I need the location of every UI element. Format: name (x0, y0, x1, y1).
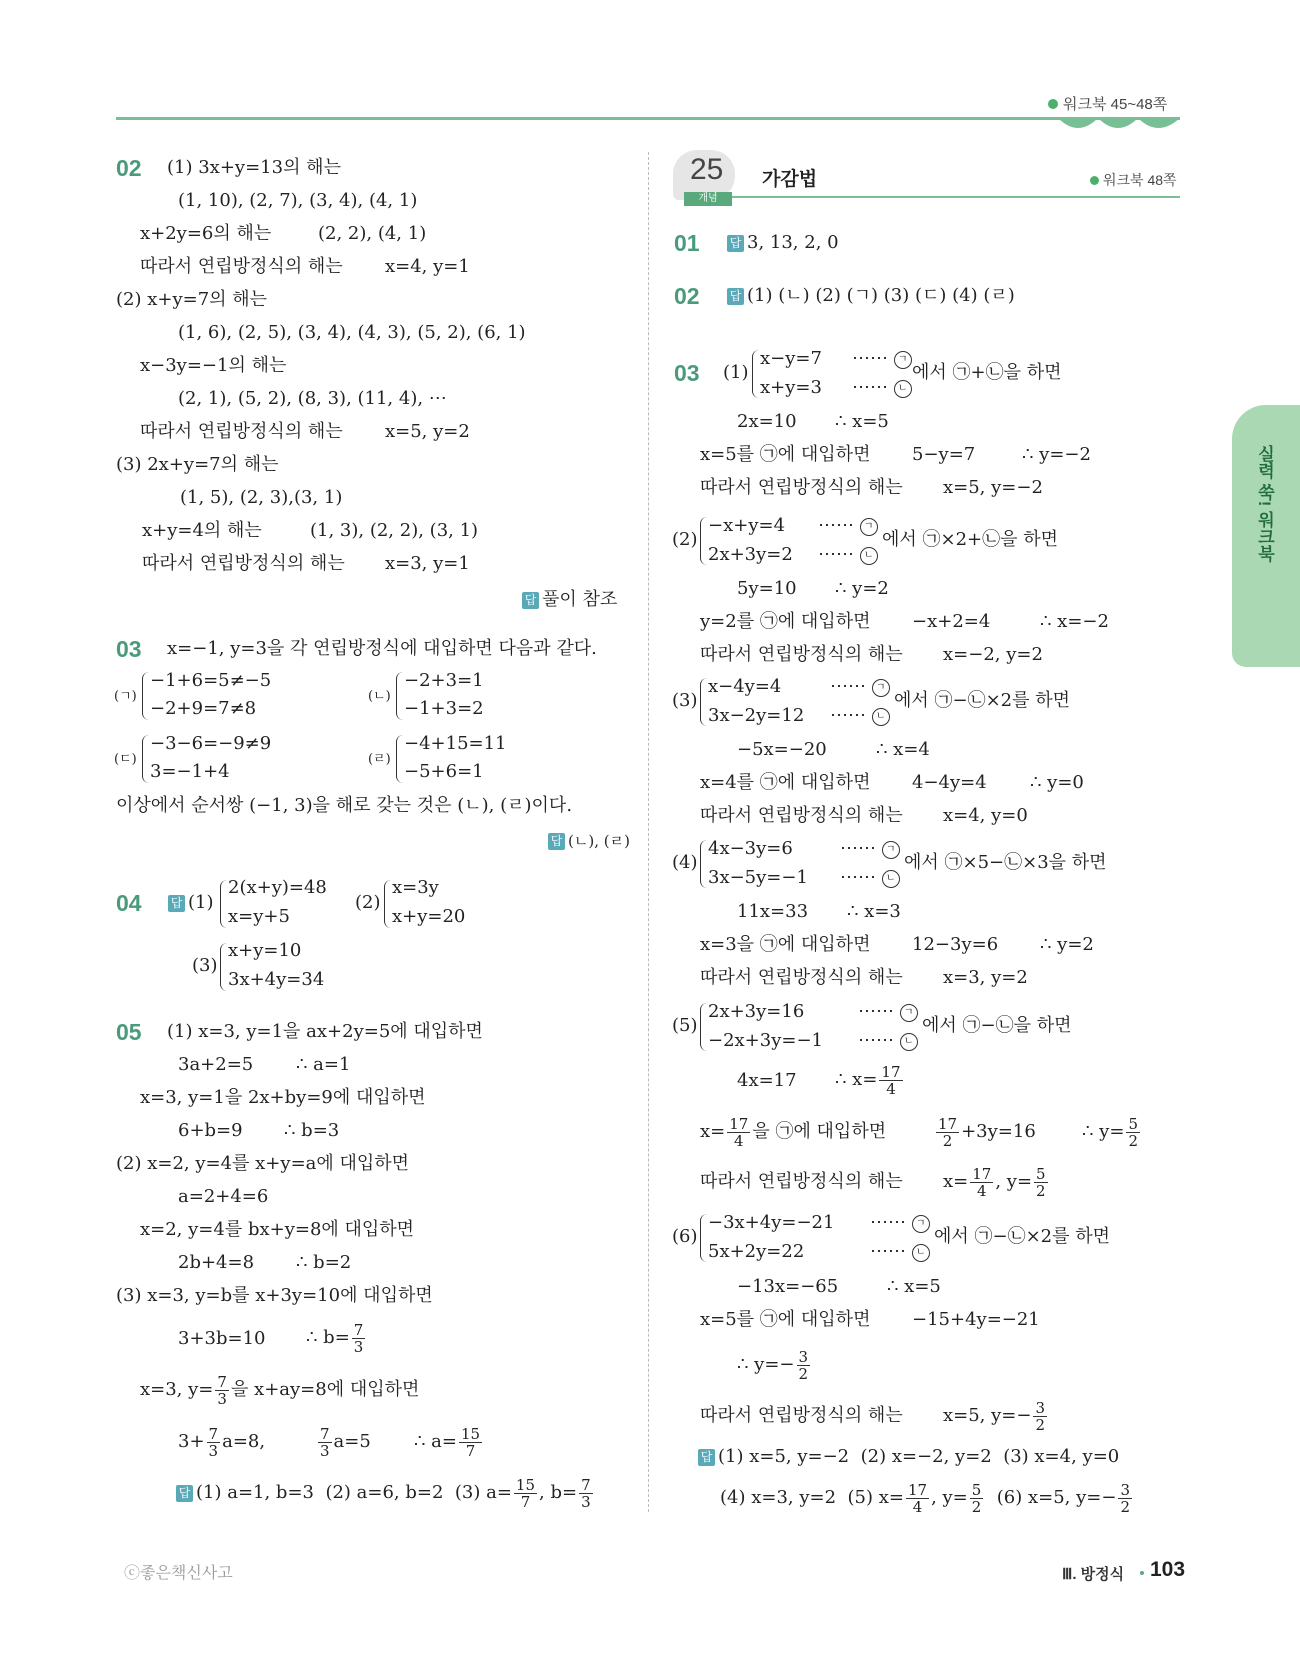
p05-h2: ∴ b=2 (296, 1252, 352, 1273)
r-p02-answer: 답 (1) (ㄴ) (2) (ㄱ) (3) (ㄷ) (4) (ㄹ) (727, 285, 1015, 307)
p02-s2-concv: x=5, y=2 (385, 421, 470, 442)
r2: x=5를 ㉠에 대입하면 (700, 1309, 871, 1330)
p04-s1-label: 답 (1) (168, 892, 214, 914)
p02-s1-eq2: x+2y=6의 해는 (140, 223, 272, 244)
eq1: −x+y=4 (708, 515, 786, 536)
brace (142, 672, 149, 720)
brace (220, 943, 227, 991)
p03-n-l2: −1+3=2 (404, 698, 484, 719)
r2c: ∴ y=−2 (1022, 444, 1091, 465)
p02-s1-conc: 따라서 연립방정식의 해는 (140, 256, 343, 277)
p02-s1-sol1: (1, 10), (2, 7), (3, 4), (4, 1) (178, 190, 418, 211)
r2: x=4를 ㉠에 대입하면 (700, 772, 871, 793)
p03-r-l2: −5+6=1 (404, 761, 484, 782)
conc: 따라서 연립방정식의 해는 (700, 805, 903, 826)
concept-ref: 워크북 48쪽 (1090, 170, 1177, 190)
r2b: 12−3y=6 (912, 934, 999, 955)
eq2: 2x+3y=2 (708, 544, 793, 565)
p02-answer: 답 풀이 참조 (522, 589, 617, 611)
fraction: $\frac{17}{4}$ (972, 1164, 992, 1200)
conc: 따라서 연립방정식의 해는 (700, 1405, 903, 1426)
op: 에서 ㉠−㉡×2를 하면 (894, 690, 1070, 711)
r1b: ∴ x=5 (887, 1276, 941, 1297)
concv: x=4, y=0 (943, 805, 1028, 826)
answer-icon: 답 (168, 895, 185, 912)
header-scallops (1058, 118, 1180, 134)
eq1: 2x+3y=16 (708, 1001, 805, 1022)
p05-k: x=3, y= $\frac{7}{3}$ 을 x+ay=8에 대입하면 (140, 1372, 420, 1408)
eq2: −2x+3y=−1 (708, 1030, 824, 1051)
r1b: ∴ x=3 (847, 901, 901, 922)
fraction: $\frac{15}{7}$ (515, 1475, 536, 1511)
eq2: 3x−5y=−1 (708, 867, 808, 888)
r2c: ∴ y=2 (1040, 934, 1094, 955)
fraction: $\frac{15}{7}$ (461, 1424, 481, 1460)
tag1: ⋯⋯ ㄱ (840, 838, 900, 860)
fraction: $\frac{7}{3}$ (581, 1475, 591, 1511)
eq1: 4x−3y=6 (708, 838, 793, 859)
conc: 따라서 연립방정식의 해는 (700, 644, 903, 665)
p02-s3-sol1: (1, 5), (2, 3),(3, 1) (180, 487, 343, 508)
fraction: $\frac{5}{2}$ (1128, 1114, 1138, 1150)
problem-number: 02 (116, 155, 142, 181)
tag1: ⋯⋯ ㄱ (818, 515, 878, 537)
tag1: ⋯⋯ ㄱ (830, 676, 890, 698)
p02-s1-sol2: (2, 2), (4, 1) (318, 223, 427, 244)
p03-d-l1: −3−6=−9≠9 (150, 733, 272, 754)
tag1: ⋯⋯ ㄱ (858, 1001, 918, 1023)
fraction: $\frac{3}{2}$ (798, 1347, 809, 1383)
label: (2) (672, 529, 698, 550)
eq1: −3x+4y=−21 (708, 1212, 835, 1233)
concv: x=5, y=− $\frac{3}{2}$ (943, 1398, 1046, 1434)
label: (5) (672, 1015, 698, 1036)
tag2: ⋯⋯ ㄴ (870, 1241, 930, 1263)
tag2: ⋯⋯ ㄴ (830, 705, 890, 727)
r1b: ∴ y=2 (835, 578, 889, 599)
p04-s3-l1: x+y=10 (228, 940, 302, 961)
p03-intro: x=−1, y=3을 각 연립방정식에 대입하면 다음과 같다. (167, 638, 597, 659)
p02-s2-conc: 따라서 연립방정식의 해는 (140, 421, 343, 442)
conc: 따라서 연립방정식의 해는 (700, 967, 903, 988)
brace (142, 735, 149, 783)
concept-number: 25 (690, 153, 724, 186)
fraction: $\frac{7}{3}$ (208, 1424, 219, 1460)
p02-s1-eq1: (1) 3x+y=13의 해는 (167, 157, 341, 178)
bullet-icon (1090, 176, 1099, 185)
answer-icon: 답 (698, 1449, 715, 1466)
mark-n: (ㄴ) (368, 689, 391, 704)
p04-s1-l1: 2(x+y)=48 (228, 877, 327, 898)
answer-icon: 답 (727, 235, 744, 252)
p02-s3-eq1: (3) 2x+y=7의 해는 (116, 454, 279, 475)
tag1: ⋯⋯ ㄱ (852, 348, 912, 370)
p05-b: 3a+2=5 (178, 1054, 254, 1075)
eq2: 3x−2y=12 (708, 705, 805, 726)
footer-dot (1140, 1571, 1144, 1575)
brace (700, 840, 707, 888)
p04-s3-label: (3) (192, 955, 218, 976)
brace (396, 672, 403, 720)
r1: 4x=17 (737, 1070, 797, 1091)
tag2: ⋯⋯ ㄴ (858, 1030, 918, 1052)
p03-r-l1: −4+15=11 (404, 733, 507, 754)
r-p03-answer-line2: (4) x=3, y=2 (5) x= $\frac{17}{4}$ , y= $\frac{5}{2}$ (6) x=5, y=− $\frac{3}{2}$ (720, 1480, 1130, 1516)
r1: 11x=33 (737, 901, 809, 922)
p02-s3-conc: 따라서 연립방정식의 해는 (142, 553, 345, 574)
r-p01-answer: 답 3, 13, 2, 0 (727, 232, 839, 254)
p03-g-l2: −2+9=7≠8 (150, 698, 257, 719)
p05-m3: $\frac{7}{3}$ a=5 (320, 1424, 371, 1460)
r2: x= $\frac{17}{4}$ 을 ㉠에 대입하면 (700, 1114, 887, 1150)
fraction: $\frac{7}{3}$ (217, 1372, 227, 1408)
fraction: $\frac{7}{3}$ (353, 1320, 364, 1356)
p05-a: (1) x=3, y=1을 ax+2y=5에 대입하면 (167, 1021, 483, 1042)
p05-g: x=2, y=4를 bx+y=8에 대입하면 (140, 1219, 415, 1240)
p05-m1: 3+ $\frac{7}{3}$ a=8, (178, 1424, 266, 1460)
concv: x= $\frac{17}{4}$ , y= $\frac{5}{2}$ (943, 1164, 1046, 1200)
r2: x=5를 ㉠에 대입하면 (700, 444, 871, 465)
fraction: $\frac{7}{3}$ (320, 1424, 330, 1460)
mark-r: (ㄹ) (368, 752, 391, 767)
p02-s3-sol2: (1, 3), (2, 2), (3, 1) (310, 520, 479, 541)
brace (384, 880, 391, 928)
r-p03-answer-line1: 답 (1) x=5, y=−2 (2) x=−2, y=2 (3) x=4, y=0 (698, 1446, 1119, 1468)
p04-s3-l2: 3x+4y=34 (228, 969, 325, 990)
concv: x=5, y=−2 (943, 477, 1043, 498)
brace (700, 517, 707, 565)
fraction: $\frac{3}{2}$ (1120, 1480, 1130, 1516)
r2b: 4−4y=4 (912, 772, 987, 793)
op: 에서 ㉠+㉡을 하면 (912, 362, 1062, 383)
r2c: ∴ y=0 (1030, 772, 1084, 793)
problem-number: 01 (674, 230, 700, 256)
publisher: ⓒ좋은책신사고 (124, 1565, 233, 1582)
p05-e: (2) x=2, y=4를 x+y=a에 대입하면 (116, 1153, 410, 1174)
label: (4) (672, 852, 698, 873)
bullet-icon (1048, 99, 1058, 109)
conc: 따라서 연립방정식의 해는 (700, 477, 903, 498)
conc: 따라서 연립방정식의 해는 (700, 1171, 903, 1192)
answer-icon: 답 (176, 1485, 193, 1502)
fraction: $\frac{3}{2}$ (1035, 1398, 1046, 1434)
p04-s1-l2: x=y+5 (228, 906, 290, 927)
top-rule (116, 117, 1180, 120)
eq2: 5x+2y=22 (708, 1241, 805, 1262)
mark-d: (ㄷ) (114, 752, 137, 767)
p05-f: a=2+4=6 (178, 1186, 269, 1207)
p05-m4: ∴ a= $\frac{15}{7}$ (414, 1424, 481, 1460)
brace (700, 678, 707, 726)
brace (700, 1003, 707, 1051)
p05-h: 2b+4=8 (178, 1252, 255, 1273)
tag2: ⋯⋯ ㄴ (840, 867, 900, 889)
p02-s2-eq1: (2) x+y=7의 해는 (116, 289, 268, 310)
fraction: $\frac{5}{2}$ (971, 1480, 982, 1516)
tag2: ⋯⋯ ㄴ (818, 544, 878, 566)
p05-c: x=3, y=1을 2x+by=9에 대입하면 (140, 1087, 426, 1108)
p02-s3-concv: x=3, y=1 (385, 553, 470, 574)
page-number: 103 (1150, 1558, 1186, 1581)
label: (3) (672, 690, 698, 711)
r1: 2x=10 (737, 411, 797, 432)
problem-number: 03 (674, 360, 700, 386)
answer-icon: 답 (548, 833, 565, 850)
eq2: x+y=3 (760, 377, 822, 398)
answer-icon: 답 (727, 288, 744, 305)
concv: x=3, y=2 (943, 967, 1028, 988)
p02-s2-sol2: (2, 1), (5, 2), (8, 3), (11, 4), ⋯ (178, 388, 447, 409)
p03-g-l1: −1+6=5≠−5 (150, 670, 272, 691)
op: 에서 ㉠−㉡을 하면 (922, 1015, 1072, 1036)
mark-g: (ㄱ) (114, 689, 137, 704)
r2: y=2를 ㉠에 대입하면 (700, 611, 871, 632)
p02-s2-eq2: x−3y=−1의 해는 (140, 355, 287, 376)
concept-title: 가감법 (762, 169, 818, 190)
brace (220, 880, 227, 928)
r1b: ∴ x=5 (835, 411, 889, 432)
fraction: $\frac{17}{2}$ (938, 1114, 958, 1150)
tag1: ⋯⋯ ㄱ (870, 1212, 930, 1234)
op: 에서 ㉠×5−㉡×3을 하면 (904, 852, 1107, 873)
brace (700, 1214, 707, 1262)
op: 에서 ㉠×2+㉡을 하면 (882, 529, 1058, 550)
p03-conclusion: 이상에서 순서쌍 (−1, 3)을 해로 갖는 것은 (ㄴ), (ㄹ)이다. (116, 795, 573, 816)
p05-b2: ∴ a=1 (296, 1054, 351, 1075)
problem-number: 03 (116, 636, 142, 662)
p04-s2-l2: x+y=20 (392, 906, 466, 927)
r2d: ∴ y= $\frac{5}{2}$ (1082, 1114, 1138, 1150)
concv: x=−2, y=2 (943, 644, 1043, 665)
op: 에서 ㉠−㉡×2를 하면 (934, 1226, 1110, 1247)
concept-rule (732, 196, 1180, 198)
p04-s2-l1: x=3y (392, 877, 439, 898)
tag2: ⋯⋯ ㄴ (852, 377, 912, 399)
fraction: $\frac{17}{4}$ (907, 1480, 928, 1516)
problem-number: 02 (674, 283, 700, 309)
r2c: $\frac{17}{2}$ +3y=16 (938, 1114, 1036, 1150)
r3: ∴ y=− $\frac{3}{2}$ (737, 1347, 809, 1383)
p03-answer: 답 (ㄴ), (ㄹ) (548, 830, 630, 852)
p02-s1-concv: x=4, y=1 (385, 256, 470, 277)
r1: 5y=10 (737, 578, 797, 599)
r1: −5x=−20 (737, 739, 827, 760)
p05-answer: 답 (1) a=1, b=3 (2) a=6, b=2 (3) a= $\frac{15}{7}$ , b= $\frac{7}{3}$ (176, 1473, 595, 1513)
p05-d: 6+b=9 (178, 1120, 243, 1141)
r2b: 5−y=7 (912, 444, 976, 465)
eq1: x−y=7 (760, 348, 822, 369)
p05-j2: ∴ b= $\frac{7}{3}$ (306, 1320, 364, 1356)
column-divider (648, 152, 649, 1512)
p02-s3-eq2: x+y=4의 해는 (142, 520, 262, 541)
p02-s2-sol1: (1, 6), (2, 5), (3, 4), (4, 3), (5, 2), (6, 1) (178, 322, 526, 343)
r2b: −15+4y=−21 (912, 1309, 1040, 1330)
chapter: Ⅲ. 방정식 (1062, 1566, 1125, 1583)
p05-i: (3) x=3, y=b를 x+3y=10에 대입하면 (116, 1285, 433, 1306)
fraction: $\frac{17}{4}$ (881, 1062, 901, 1098)
brace (752, 350, 759, 398)
label: (1) (723, 362, 749, 383)
concept-tag: 개념 (684, 192, 732, 206)
eq1: x−4y=4 (708, 676, 782, 697)
r1b: ∴ x= $\frac{17}{4}$ (835, 1062, 901, 1098)
label: (6) (672, 1226, 698, 1247)
r1: −13x=−65 (737, 1276, 839, 1297)
problem-number: 04 (116, 890, 142, 916)
p03-n-l1: −2+3=1 (404, 670, 484, 691)
r1b: ∴ x=4 (876, 739, 930, 760)
r2b: −x+2=4 (912, 611, 991, 632)
fraction: $\frac{5}{2}$ (1036, 1164, 1046, 1200)
side-tab-label: 실력 쑥! 워크북 (1255, 445, 1274, 563)
answer-icon: 답 (522, 592, 539, 609)
r2c: ∴ x=−2 (1040, 611, 1109, 632)
fraction: $\frac{17}{4}$ (729, 1114, 749, 1150)
p04-s2-label: (2) (355, 892, 381, 913)
p05-d2: ∴ b=3 (284, 1120, 340, 1141)
r2: x=3을 ㉠에 대입하면 (700, 934, 871, 955)
brace (396, 735, 403, 783)
problem-number: 05 (116, 1019, 142, 1045)
workbook-range: 워크북 45~48쪽 (1048, 93, 1167, 114)
p03-d-l2: 3=−1+4 (150, 761, 230, 782)
p05-j: 3+3b=10 (178, 1328, 266, 1349)
